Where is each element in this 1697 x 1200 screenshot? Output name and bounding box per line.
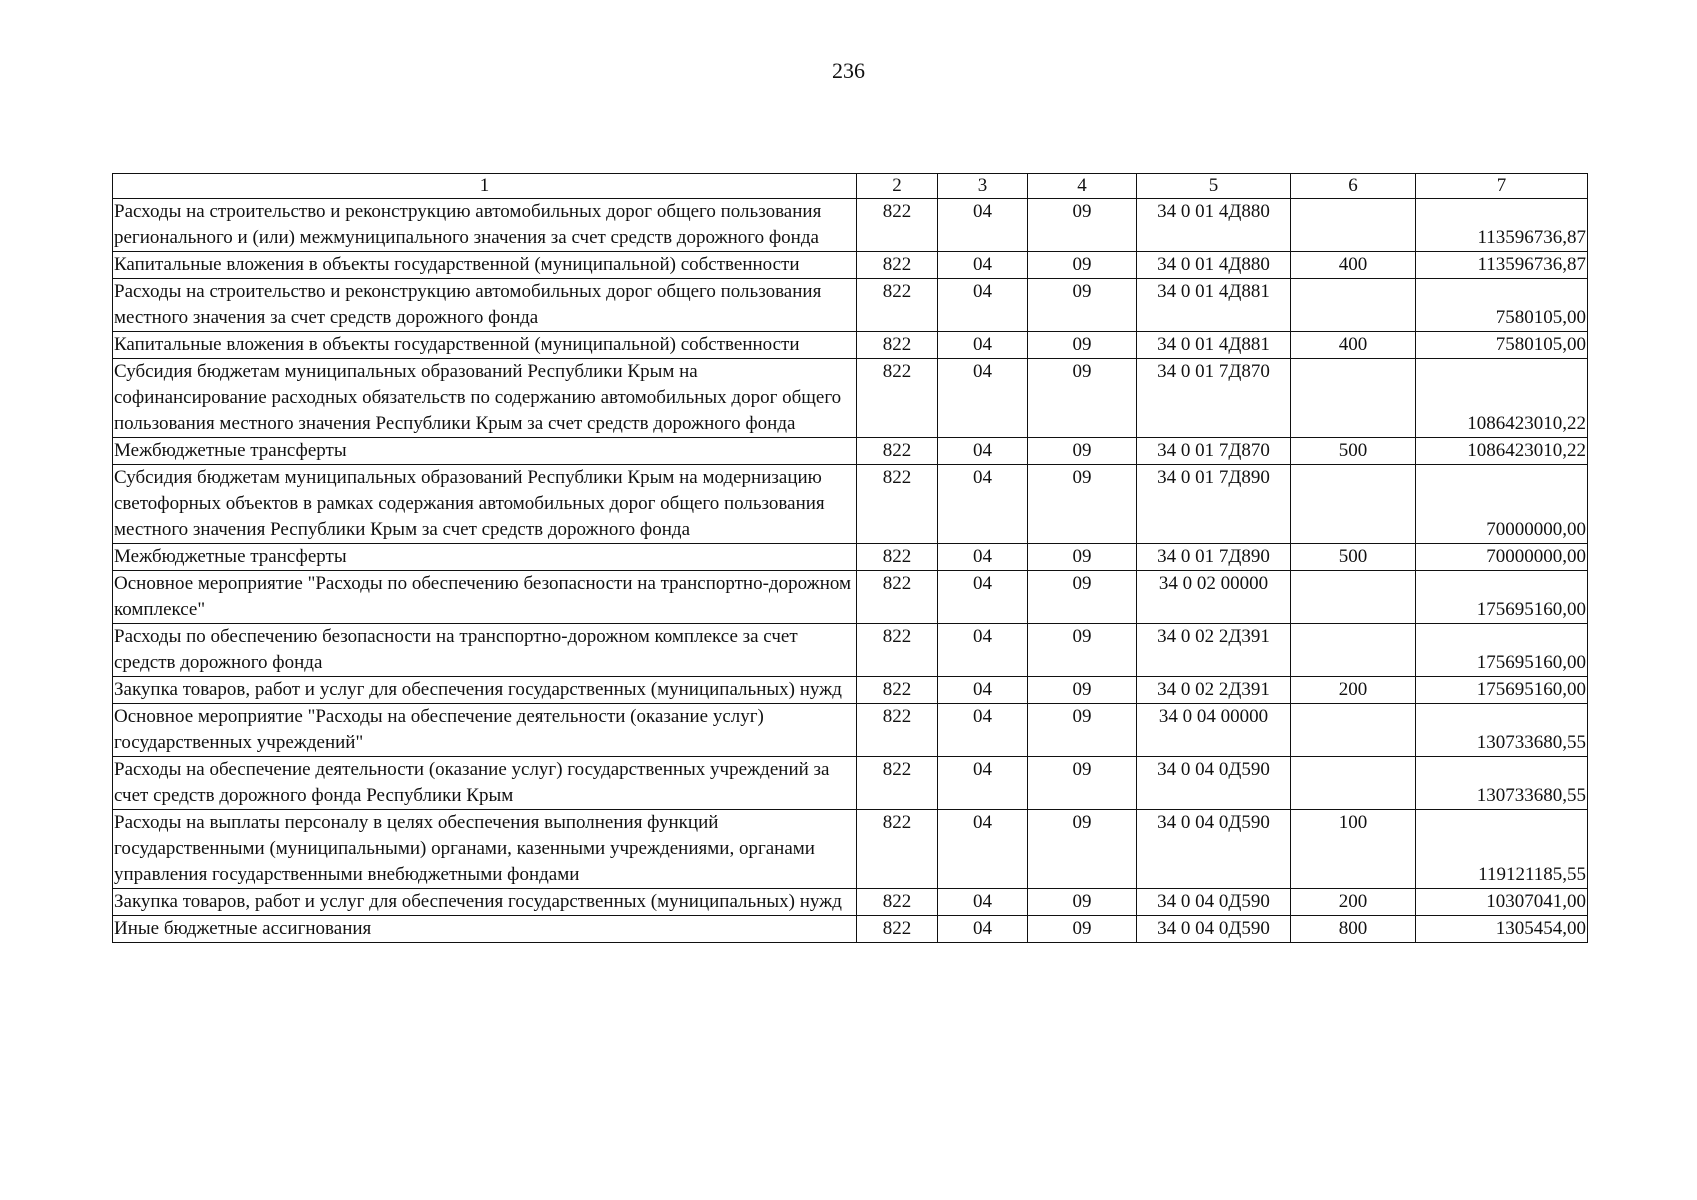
row-subsection: 09 <box>1028 332 1137 359</box>
row-ministry-code: 822 <box>857 544 938 571</box>
table-row <box>113 438 1588 465</box>
table-row <box>113 571 1588 624</box>
row-expense-type: 500 <box>1291 438 1416 465</box>
row-target-article: 34 0 01 4Д881 <box>1137 279 1291 332</box>
table-row <box>113 199 1588 252</box>
row-subsection: 09 <box>1028 916 1137 943</box>
row-section: 04 <box>938 889 1028 916</box>
row-target-article: 34 0 01 7Д890 <box>1137 544 1291 571</box>
row-section: 04 <box>938 438 1028 465</box>
row-amount: 7580105,00 <box>1416 279 1588 332</box>
row-section: 04 <box>938 757 1028 810</box>
row-target-article: 34 0 04 0Д590 <box>1137 916 1291 943</box>
row-target-article: 34 0 04 0Д590 <box>1137 757 1291 810</box>
row-amount: 119121185,55 <box>1416 810 1588 889</box>
row-ministry-code: 822 <box>857 677 938 704</box>
table-header-row <box>113 174 1588 199</box>
row-amount: 1086423010,22 <box>1416 359 1588 438</box>
row-subsection: 09 <box>1028 359 1137 438</box>
row-subsection: 09 <box>1028 677 1137 704</box>
row-subsection: 09 <box>1028 571 1137 624</box>
row-section: 04 <box>938 677 1028 704</box>
row-subsection: 09 <box>1028 252 1137 279</box>
row-expense-type <box>1291 199 1416 252</box>
row-description: Основное мероприятие "Расходы на обеспечение деятельности (оказание услуг) государственных учреждений" <box>113 704 857 757</box>
row-ministry-code: 822 <box>857 438 938 465</box>
row-amount: 113596736,87 <box>1416 252 1588 279</box>
row-description: Межбюджетные трансферты <box>113 544 857 571</box>
row-expense-type: 800 <box>1291 916 1416 943</box>
row-ministry-code: 822 <box>857 916 938 943</box>
row-expense-type: 200 <box>1291 677 1416 704</box>
row-target-article: 34 0 01 7Д870 <box>1137 438 1291 465</box>
row-expense-type <box>1291 359 1416 438</box>
table-row <box>113 359 1588 438</box>
column-header-7: 7 <box>1416 174 1588 199</box>
row-subsection: 09 <box>1028 465 1137 544</box>
row-section: 04 <box>938 624 1028 677</box>
row-ministry-code: 822 <box>857 199 938 252</box>
row-section: 04 <box>938 544 1028 571</box>
row-expense-type <box>1291 704 1416 757</box>
table-row <box>113 677 1588 704</box>
row-subsection: 09 <box>1028 757 1137 810</box>
row-ministry-code: 822 <box>857 252 938 279</box>
column-header-1: 1 <box>113 174 857 199</box>
row-subsection: 09 <box>1028 624 1137 677</box>
row-expense-type: 100 <box>1291 810 1416 889</box>
row-section: 04 <box>938 199 1028 252</box>
row-amount: 10307041,00 <box>1416 889 1588 916</box>
table-row <box>113 704 1588 757</box>
row-section: 04 <box>938 810 1028 889</box>
table-row <box>113 332 1588 359</box>
row-section: 04 <box>938 359 1028 438</box>
row-expense-type <box>1291 757 1416 810</box>
row-amount: 70000000,00 <box>1416 465 1588 544</box>
row-description: Субсидия бюджетам муниципальных образований Республики Крым на софинансирование расходных обязательств по содержанию автомобильных дорог общего пользования местного значения Республики Крым за счет средств дорожного фонда <box>113 359 857 438</box>
row-expense-type: 500 <box>1291 544 1416 571</box>
row-description: Иные бюджетные ассигнования <box>113 916 857 943</box>
row-amount: 70000000,00 <box>1416 544 1588 571</box>
row-expense-type <box>1291 624 1416 677</box>
table-row <box>113 916 1588 943</box>
row-section: 04 <box>938 704 1028 757</box>
row-ministry-code: 822 <box>857 704 938 757</box>
row-target-article: 34 0 01 4Д880 <box>1137 199 1291 252</box>
row-description: Расходы на выплаты персоналу в целях обеспечения выполнения функций государственными (муниципальными) органами, казенными учреждениями, органами управления государственными внебюджетными фондами <box>113 810 857 889</box>
row-ministry-code: 822 <box>857 889 938 916</box>
row-subsection: 09 <box>1028 889 1137 916</box>
row-section: 04 <box>938 571 1028 624</box>
row-target-article: 34 0 01 7Д870 <box>1137 359 1291 438</box>
row-target-article: 34 0 02 00000 <box>1137 571 1291 624</box>
row-description: Субсидия бюджетам муниципальных образований Республики Крым на модернизацию светофорных объектов в рамках содержания автомобильных дорог общего пользования местного значения Республики Крым за счет средств дорожного фонда <box>113 465 857 544</box>
table-row <box>113 757 1588 810</box>
row-ministry-code: 822 <box>857 279 938 332</box>
row-target-article: 34 0 04 00000 <box>1137 704 1291 757</box>
row-description: Расходы на обеспечение деятельности (оказание услуг) государственных учреждений за счет средств дорожного фонда Республики Крым <box>113 757 857 810</box>
row-expense-type <box>1291 465 1416 544</box>
row-description: Основное мероприятие "Расходы по обеспечению безопасности на транспортно-дорожном комплексе" <box>113 571 857 624</box>
row-ministry-code: 822 <box>857 810 938 889</box>
row-amount: 175695160,00 <box>1416 624 1588 677</box>
row-target-article: 34 0 04 0Д590 <box>1137 810 1291 889</box>
row-amount: 130733680,55 <box>1416 704 1588 757</box>
row-amount: 175695160,00 <box>1416 571 1588 624</box>
row-section: 04 <box>938 252 1028 279</box>
row-ministry-code: 822 <box>857 465 938 544</box>
row-description: Расходы по обеспечению безопасности на транспортно-дорожном комплексе за счет средств дорожного фонда <box>113 624 857 677</box>
row-section: 04 <box>938 332 1028 359</box>
row-description: Расходы на строительство и реконструкцию автомобильных дорог общего пользования местного значения за счет средств дорожного фонда <box>113 279 857 332</box>
row-expense-type: 400 <box>1291 252 1416 279</box>
column-header-3: 3 <box>938 174 1028 199</box>
table-row <box>113 624 1588 677</box>
row-target-article: 34 0 02 2Д391 <box>1137 677 1291 704</box>
row-subsection: 09 <box>1028 704 1137 757</box>
column-header-4: 4 <box>1028 174 1137 199</box>
row-amount: 1086423010,22 <box>1416 438 1588 465</box>
row-section: 04 <box>938 279 1028 332</box>
table-row <box>113 465 1588 544</box>
row-subsection: 09 <box>1028 279 1137 332</box>
row-description: Расходы на строительство и реконструкцию автомобильных дорог общего пользования регионального и (или) межмуниципального значения за счет средств дорожного фонда <box>113 199 857 252</box>
row-description: Закупка товаров, работ и услуг для обеспечения государственных (муниципальных) нужд <box>113 889 857 916</box>
row-description: Межбюджетные трансферты <box>113 438 857 465</box>
row-subsection: 09 <box>1028 438 1137 465</box>
row-description: Закупка товаров, работ и услуг для обеспечения государственных (муниципальных) нужд <box>113 677 857 704</box>
row-target-article: 34 0 02 2Д391 <box>1137 624 1291 677</box>
row-subsection: 09 <box>1028 199 1137 252</box>
row-ministry-code: 822 <box>857 757 938 810</box>
row-amount: 1305454,00 <box>1416 916 1588 943</box>
row-subsection: 09 <box>1028 544 1137 571</box>
row-description: Капитальные вложения в объекты государственной (муниципальной) собственности <box>113 252 857 279</box>
column-header-5: 5 <box>1137 174 1291 199</box>
row-amount: 7580105,00 <box>1416 332 1588 359</box>
row-expense-type: 200 <box>1291 889 1416 916</box>
row-subsection: 09 <box>1028 810 1137 889</box>
page-number: 236 <box>832 58 865 83</box>
row-section: 04 <box>938 465 1028 544</box>
row-expense-type: 400 <box>1291 332 1416 359</box>
table-row <box>113 279 1588 332</box>
row-section: 04 <box>938 916 1028 943</box>
column-header-2: 2 <box>857 174 938 199</box>
table-row <box>113 810 1588 889</box>
table-row <box>113 544 1588 571</box>
row-target-article: 34 0 04 0Д590 <box>1137 889 1291 916</box>
table-row <box>113 889 1588 916</box>
row-amount: 130733680,55 <box>1416 757 1588 810</box>
table-row <box>113 252 1588 279</box>
row-target-article: 34 0 01 7Д890 <box>1137 465 1291 544</box>
row-target-article: 34 0 01 4Д881 <box>1137 332 1291 359</box>
budget-table <box>112 173 1588 943</box>
row-amount: 175695160,00 <box>1416 677 1588 704</box>
row-ministry-code: 822 <box>857 571 938 624</box>
row-description: Капитальные вложения в объекты государственной (муниципальной) собственности <box>113 332 857 359</box>
column-header-6: 6 <box>1291 174 1416 199</box>
row-ministry-code: 822 <box>857 624 938 677</box>
row-ministry-code: 822 <box>857 359 938 438</box>
row-expense-type <box>1291 279 1416 332</box>
row-expense-type <box>1291 571 1416 624</box>
row-ministry-code: 822 <box>857 332 938 359</box>
row-amount: 113596736,87 <box>1416 199 1588 252</box>
row-target-article: 34 0 01 4Д880 <box>1137 252 1291 279</box>
